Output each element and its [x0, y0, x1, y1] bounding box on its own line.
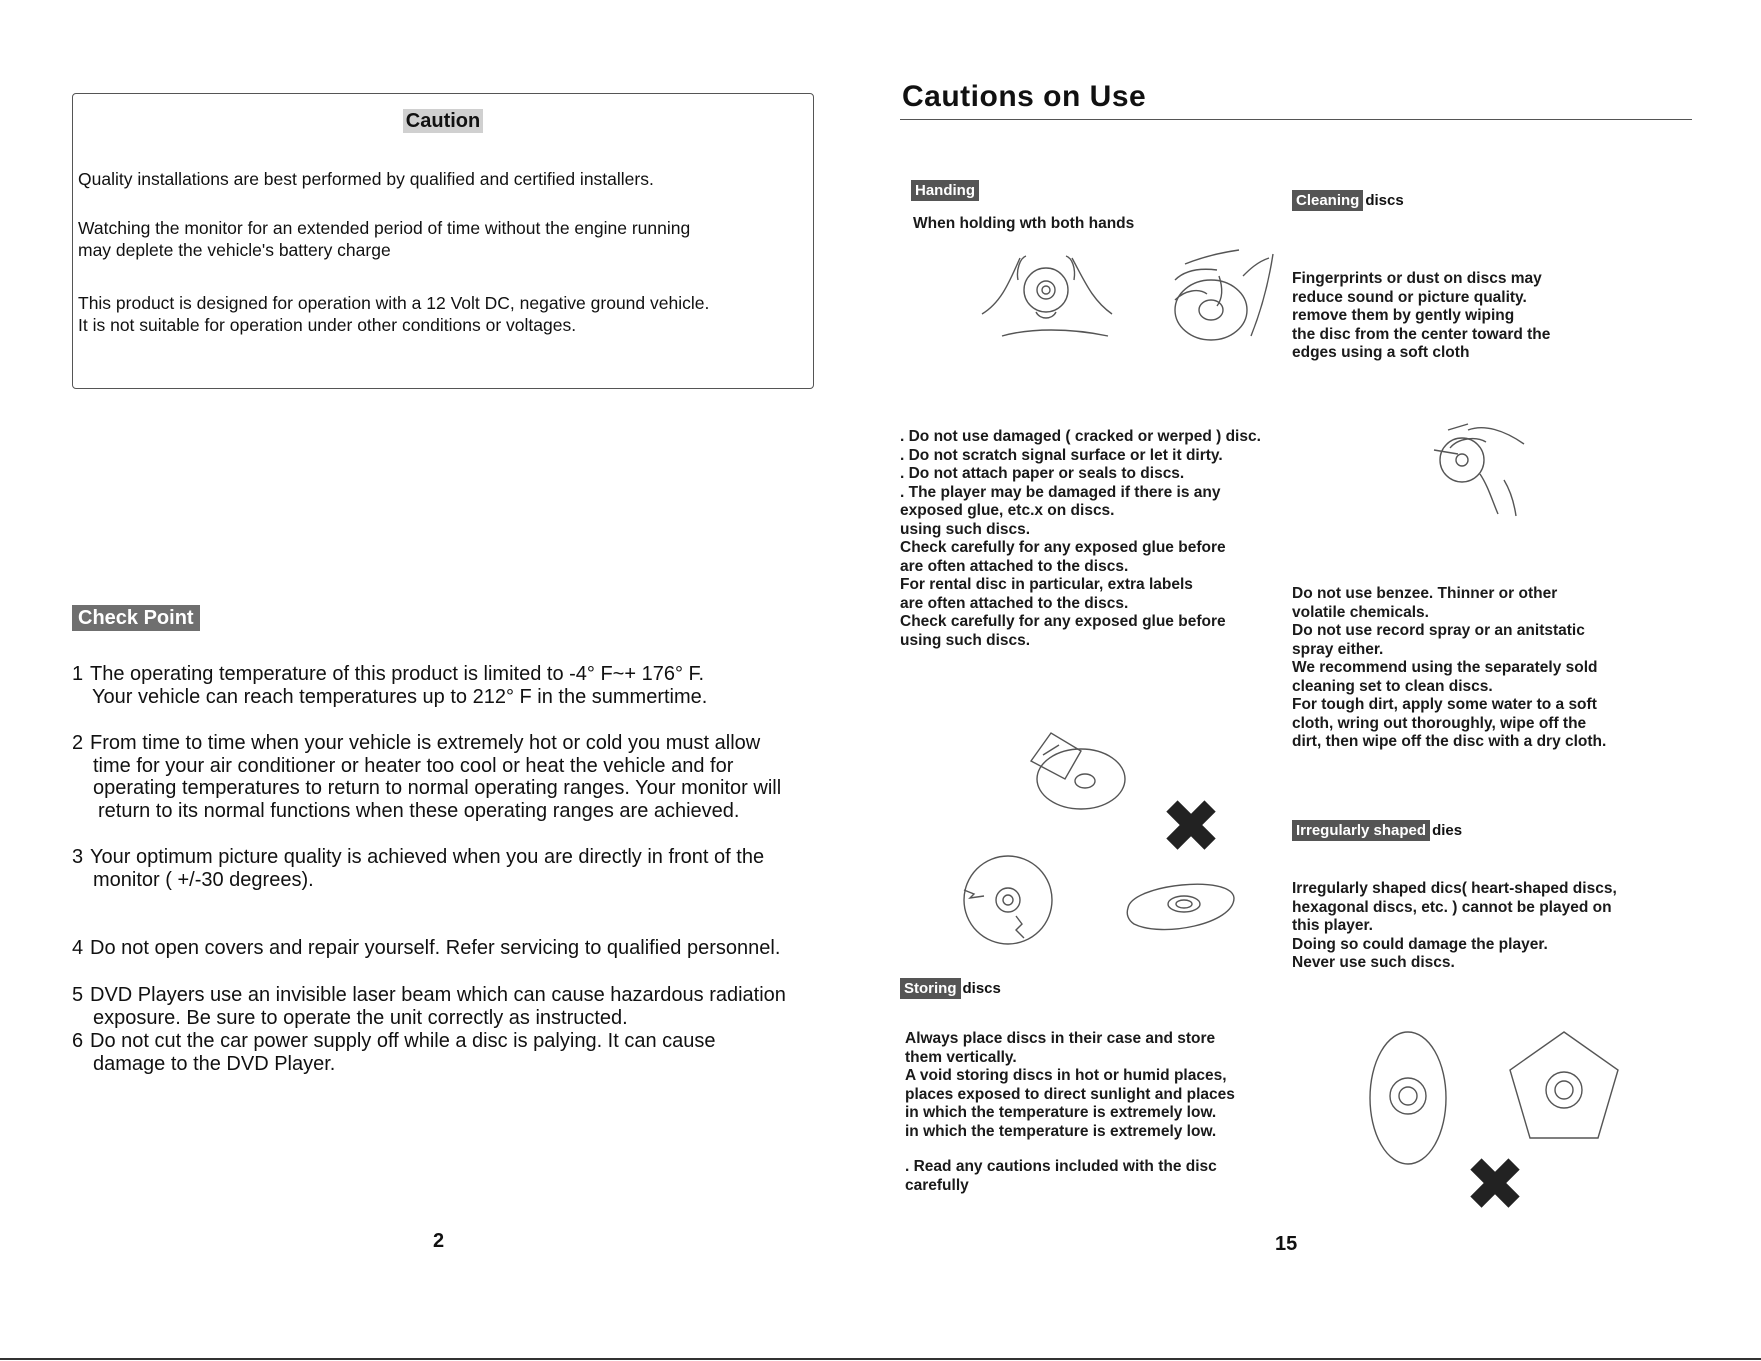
storing-text: Always place discs in their case and store them vertically. A void storing discs in hot or humid places, places exposed to direct sunlight and places in which the temperature is extremely low. in which the temperature is extremely low. . Read any cautions included with the disc carefully — [905, 1030, 1235, 1194]
disc-with-label-illustration — [1025, 725, 1135, 815]
x-mark-icon: ✖ — [1464, 1143, 1527, 1226]
caution-paragraph-1: Quality installations are best performed by qualified and certified installers. — [78, 169, 654, 189]
check-point-tag: Check Point — [72, 605, 200, 631]
irregular-text: Irregularly shaped dics( heart-shaped discs, hexagonal discs, etc. ) cannot be played on this player. Doing so could damage the player. Never use such discs. — [1292, 880, 1617, 971]
disc-held-both-hands-illustration — [980, 250, 1120, 340]
title-divider — [900, 119, 1692, 120]
warped-disc-illustration — [1122, 878, 1242, 938]
caution-title: Caution — [73, 110, 813, 133]
cleaning-text-a: Fingerprints or dust on discs may reduce sound or picture quality. remove them by gently wiping the disc from the center toward the edges using a soft cloth — [1292, 270, 1551, 361]
caution-box — [72, 93, 814, 389]
check-item-4: 4 Do not open covers and repair yourself. Refer servicing to qualified personnel. — [72, 937, 781, 959]
cleaning-text-b: Do not use benzee. Thinner or other volatile chemicals. Do not use record spray or an anitstatic spray either. We recommend using the separately sold cleaning set to clean discs. For tough dirt, apply some water to a soft cloth, wring out thoroughly, wipe off the dirt, then wipe off the disc with a dry cloth. — [1292, 585, 1607, 750]
storing-heading: Storing discs — [900, 978, 1001, 999]
handing-heading: Handing — [911, 180, 979, 201]
check-item-2: 2 From time to time when your vehicle is extremely hot or cold you must allow time for your air conditioner or heater too cool or heat the vehicle and for operating temperatures to return to normal operating ranges. Your monitor will return to its normal functions when these operating ranges are achieved. — [72, 732, 782, 822]
check-item-3: 3 Your optimum picture quality is achieved when you are directly in front of the monitor ( +/-30 degrees). — [72, 846, 765, 891]
cleaning-heading: Cleaning discs — [1292, 190, 1404, 211]
cracked-disc-illustration — [958, 850, 1058, 950]
pentagon-disc-illustration — [1508, 1030, 1620, 1140]
x-mark-icon: ✖ — [1160, 785, 1223, 868]
disc-held-one-hand-illustration — [1165, 240, 1285, 350]
page-number-left: 2 — [433, 1230, 445, 1252]
handing-text: . Do not use damaged ( cracked or werped ) disc. . Do not scratch signal surface or let it dirty. . Do not attach paper or seals to discs. . The player may be damaged if there is any exposed glue, etc.x on discs. using such discs. Check carefully for any exposed glue before are often attached to the discs. For rental disc in particular, extra labels are often attached to the discs. Check carefully for any exposed glue before using such discs. — [900, 428, 1261, 649]
check-item-1: 1 The operating temperature of this product is limited to -4° F~+ 176° F. Your vehicle can reach temperatures up to 212° F in the summertime. — [72, 663, 708, 708]
page-number-right: 15 — [1275, 1233, 1298, 1255]
handing-subtitle: When holding wth both hands — [913, 215, 1135, 232]
check-item-6: 6 Do not cut the car power supply off while a disc is palying. It can cause damage to the DVD Player. — [72, 1030, 716, 1075]
caution-paragraph-3: This product is designed for operation with a 12 Volt DC, negative ground vehicle. It is not suitable for operation under other conditions or voltages. — [78, 293, 710, 335]
check-point-heading — [72, 605, 200, 631]
wiping-disc-illustration — [1428, 420, 1528, 520]
caution-paragraph-2: Watching the monitor for an extended period of time without the engine running may deplete the vehicle's battery charge — [78, 218, 691, 260]
page-title: Cautions on Use — [902, 80, 1147, 113]
oval-disc-illustration — [1368, 1030, 1448, 1166]
irregular-heading: Irregularly shaped dies — [1292, 820, 1462, 841]
page-bottom-edge — [0, 1358, 1761, 1360]
check-item-5: 5 DVD Players use an invisible laser beam which can cause hazardous radiation exposure. Be sure to operate the unit correctly as instructed. — [72, 984, 786, 1029]
